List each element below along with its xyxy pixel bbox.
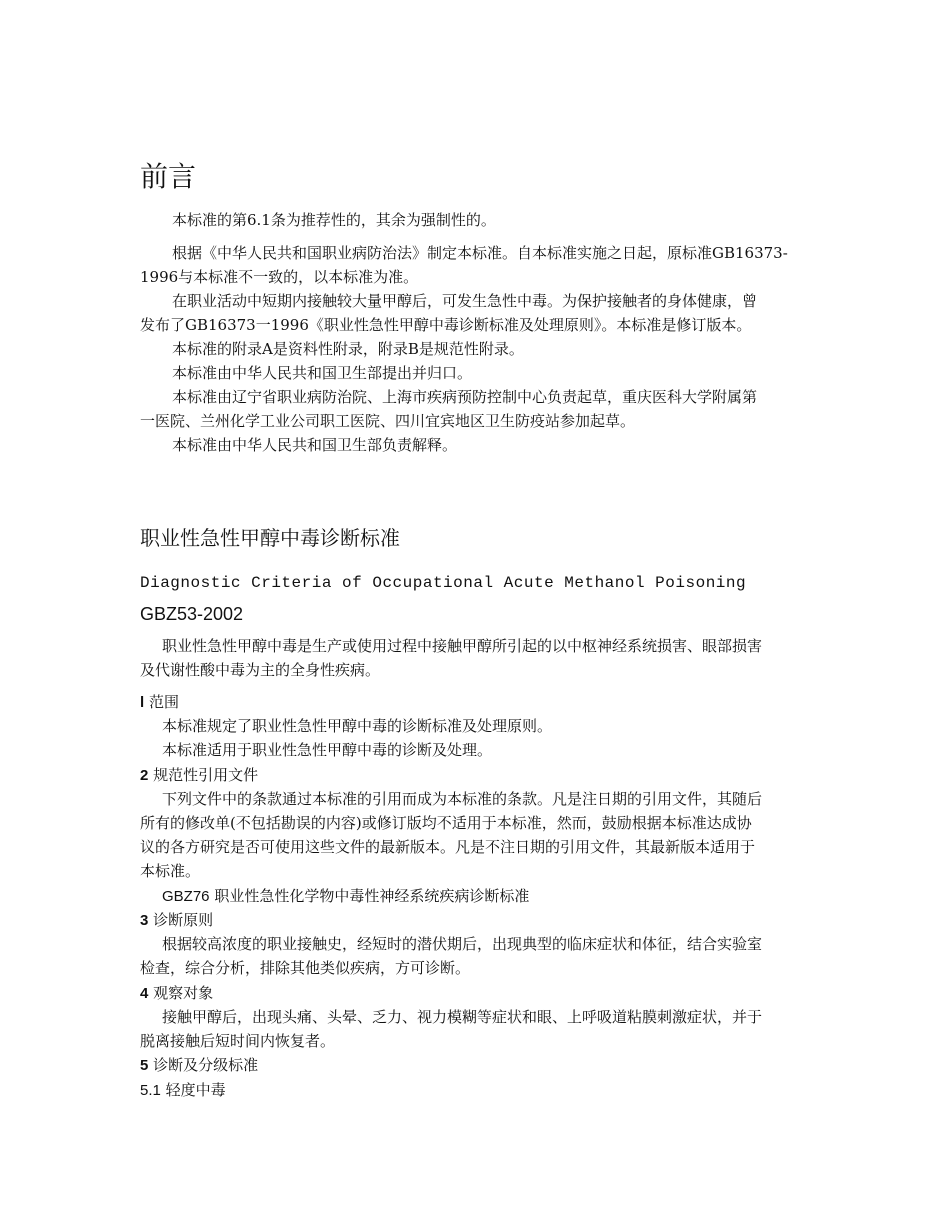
- section-heading-4: [140, 981, 213, 1006]
- section-number: 5: [140, 1057, 149, 1074]
- reference-title: 职业性急性化学物中毒性神经系统疾病诊断标准: [214, 887, 530, 905]
- section-heading-2: [140, 763, 258, 788]
- preface-heading: 前言: [140, 160, 197, 193]
- intro-line: 职业性急性甲醇中毒是生产或使用过程中接触甲醇所引起的以中枢神经系统损害、眼部损害: [162, 637, 763, 655]
- section-line: 下列文件中的条款通过本标准的引用而成为本标准的条款。凡是注日期的引用文件，其随后: [162, 790, 763, 808]
- section-number: 3: [140, 912, 149, 929]
- preface-line: 在职业活动中短期内接触较大量甲醇后，可发生急性中毒。为保护接触者的身体健康，曾: [172, 292, 758, 310]
- intro-line: 及代谢性酸中毒为主的全身性疾病。: [140, 661, 381, 679]
- subsection-heading-5-1: [140, 1078, 226, 1103]
- reference-code: GBZ76: [162, 888, 210, 905]
- section-line: 本标准。: [140, 862, 201, 880]
- section-title: 诊断及分级标准: [153, 1056, 259, 1074]
- standard-title-cn: 职业性急性甲醇中毒诊断标准: [140, 526, 400, 550]
- preface-line: 本标准由中华人民共和国卫生部提出并归口。: [172, 364, 473, 382]
- section-line: 本标准适用于职业性急性甲醇中毒的诊断及处理。: [162, 741, 493, 759]
- section-line: 接触甲醇后，出现头痛、头晕、乏力、视力模糊等症状和眼、上呼吸道粘膜刺激症状，并于: [162, 1008, 763, 1026]
- preface-line: 1996与本标准不一致的，以本标准为准。: [140, 268, 419, 286]
- section-line: 本标准规定了职业性急性甲醇中毒的诊断标准及处理原则。: [162, 717, 553, 735]
- preface-line: 本标准的附录A是资料性附录，附录B是规范性附录。: [172, 340, 524, 358]
- reference-entry: [162, 884, 529, 909]
- section-heading-3: [140, 908, 213, 933]
- section-title: 诊断原则: [153, 911, 214, 929]
- subsection-number: 5.1: [140, 1082, 161, 1099]
- preface-line: 本标准由中华人民共和国卫生部负责解释。: [172, 436, 458, 454]
- preface-line: 本标准的第6.1条为推荐性的，其余为强制性的。: [172, 211, 496, 229]
- section-line: 议的各方研究是否可使用这些文件的最新版本。凡是不注日期的引用文件，其最新版本适用于: [140, 838, 756, 856]
- section-heading-1: [140, 690, 179, 715]
- section-number: 2: [140, 767, 149, 784]
- preface-line: 发布了GB16373一1996《职业性急性甲醇中毒诊断标准及处理原则》。本标准是修订版本。: [140, 316, 752, 334]
- section-title: 范围: [148, 693, 179, 711]
- preface-line: 本标准由辽宁省职业病防治院、上海市疾病预防控制中心负责起草，重庆医科大学附属第: [172, 388, 758, 406]
- section-number: l: [140, 694, 145, 711]
- section-title: 规范性引用文件: [153, 766, 259, 784]
- section-line: 所有的修改单(不包括勘误的内容)或修订版均不适用于本标准，然而，鼓励根据本标准达成协: [140, 814, 752, 832]
- standard-title-en: Diagnostic Criteria of Occupational Acute Methanol Poisoning: [140, 574, 747, 592]
- preface-line: 一医院、兰州化学工业公司职工医院、四川宜宾地区卫生防疫站参加起草。: [140, 412, 636, 430]
- subsection-title: 轻度中毒: [165, 1081, 226, 1099]
- standard-code: GBZ53-2002: [140, 604, 244, 624]
- section-heading-5: [140, 1053, 258, 1078]
- section-line: 根据较高浓度的职业接触史，经短时的潜伏期后，出现典型的临床症状和体征，结合实验室: [162, 935, 763, 953]
- preface-line: 根据《中华人民共和国职业病防治法》制定本标准。自本标准实施之日起，原标准GB16373-: [172, 244, 788, 262]
- section-line: 脱离接触后短时间内恢复者。: [140, 1032, 336, 1050]
- section-number: 4: [140, 985, 149, 1002]
- section-line: 检查，综合分析，排除其他类似疾病，方可诊断。: [140, 959, 471, 977]
- section-title: 观察对象: [153, 984, 214, 1002]
